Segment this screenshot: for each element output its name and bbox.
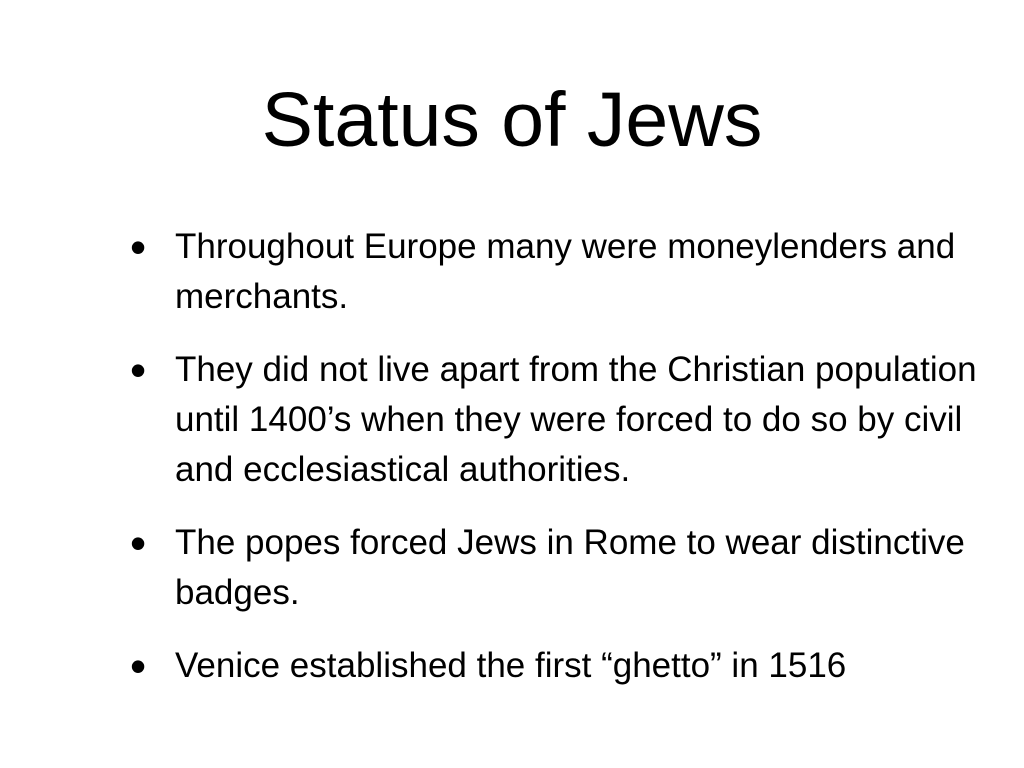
bullet-icon: • bbox=[130, 221, 147, 273]
bullet-icon: • bbox=[130, 517, 147, 569]
bullet-icon: • bbox=[130, 344, 147, 396]
bullet-icon: • bbox=[130, 640, 147, 692]
bullet-text: They did not live apart from the Christian population until 1400’s when they were forced to do so by civil and ecclesiastical authorities. bbox=[175, 350, 977, 489]
bullet-item bbox=[130, 518, 1010, 618]
bullet-text: Throughout Europe many were moneylenders and merchants. bbox=[175, 227, 956, 316]
bullet-item bbox=[130, 345, 1010, 495]
bullet-item bbox=[130, 222, 1010, 322]
slide-title: Status of Jews bbox=[261, 77, 763, 163]
bullet-item bbox=[130, 641, 1010, 691]
bullet-text: Venice established the first “ghetto” in 1516 bbox=[175, 646, 847, 685]
bullet-list bbox=[130, 222, 1010, 714]
bullet-text: The popes forced Jews in Rome to wear distinctive badges. bbox=[175, 523, 965, 612]
